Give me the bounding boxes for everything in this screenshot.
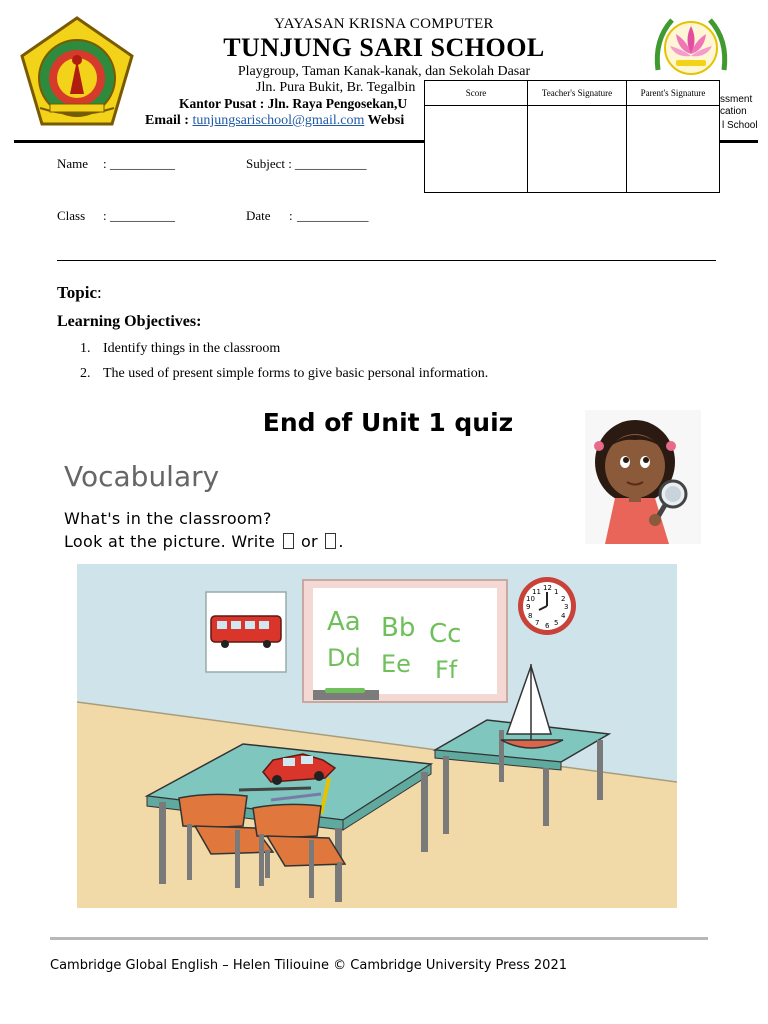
parent-signature-column-header: Parent's Signature — [627, 81, 720, 106]
board-letters-bb: Bb — [381, 613, 416, 643]
date-blank[interactable]: ___________ — [297, 208, 369, 223]
footer-divider — [50, 937, 708, 940]
instruction-text-end: . — [338, 532, 344, 551]
instruction-text-or: or — [300, 532, 318, 551]
svg-text:1: 1 — [554, 588, 559, 596]
class-separator: : — [103, 208, 107, 223]
svg-text:4: 4 — [561, 612, 566, 620]
svg-text:8: 8 — [528, 612, 533, 620]
tick-box-icon — [283, 533, 294, 549]
svg-text:5: 5 — [554, 619, 559, 627]
cross-box-icon — [325, 533, 336, 549]
parent-signature-cell[interactable] — [627, 106, 720, 193]
whiteboard — [303, 580, 507, 702]
name-blank[interactable]: __________ — [110, 156, 175, 171]
score-cell[interactable] — [425, 106, 528, 193]
subject-label: Subject : — [246, 156, 292, 171]
email-link[interactable]: tunjungsarischool@gmail.com — [192, 113, 365, 128]
score-table — [424, 80, 720, 193]
instruction-text-a: Look at the picture. Write — [64, 532, 276, 551]
objective-number: 1. — [80, 341, 91, 356]
svg-text:10: 10 — [526, 595, 535, 603]
right-peek-text-3: l School — [722, 120, 758, 131]
website-label: Websi — [367, 113, 405, 128]
objective-text: The used of present simple forms to give basic personal information. — [103, 366, 489, 381]
section-title-vocabulary: Vocabulary — [64, 460, 220, 493]
svg-text:3: 3 — [564, 603, 569, 611]
marker-icon — [325, 688, 365, 693]
footer-copyright: Cambridge Global English – Helen Tiliouine © Cambridge University Press 2021 — [50, 958, 567, 973]
svg-text:7: 7 — [535, 619, 540, 627]
email-row — [145, 113, 404, 129]
svg-text:11: 11 — [532, 588, 541, 596]
classroom-picture — [77, 564, 677, 908]
name-label: Name — [57, 156, 89, 171]
topic-heading — [57, 283, 102, 303]
instruction-line-1: What's in the classroom? — [64, 509, 272, 528]
objective-number: 2. — [80, 366, 91, 381]
score-column-header: Score — [425, 81, 528, 106]
right-peek-text-2: cation — [720, 106, 747, 117]
board-letters-dd: Dd — [327, 644, 361, 672]
right-peek-text-1: ssment — [720, 94, 753, 105]
class-label: Class — [57, 208, 86, 223]
email-label: Email : — [145, 113, 189, 128]
organization-name: YAYASAN KRISNA COMPUTER — [274, 16, 494, 32]
board-letters-ff: Ff — [435, 656, 458, 684]
date-label: Date — [246, 208, 271, 223]
address-line-1: Playgroup, Taman Kanak-kanak, dan Sekolah Dasar — [237, 64, 531, 79]
instruction-line-2 — [64, 532, 344, 551]
clock-icon — [518, 577, 576, 635]
girl-with-magnifier-illustration — [585, 410, 701, 544]
objective-text: Identify things in the classroom — [103, 341, 281, 356]
teacher-signature-column-header: Teacher's Signature — [528, 81, 627, 106]
address-line-2: Jln. Pura Bukit, Br. Tegalbin — [256, 80, 416, 95]
subject-blank[interactable]: ___________ — [295, 156, 367, 171]
objectives-heading: Learning Objectives: — [57, 313, 202, 330]
objective-item — [80, 341, 280, 357]
svg-text:6: 6 — [545, 622, 550, 630]
school-name: TUNJUNG SARI SCHOOL — [223, 33, 545, 62]
board-letters-aa: Aa — [327, 607, 361, 637]
svg-text:2: 2 — [561, 595, 566, 603]
board-letters-cc: Cc — [429, 619, 462, 649]
topic-label: Topic — [57, 283, 98, 302]
bus-poster — [206, 592, 286, 672]
quiz-title: End of Unit 1 quiz — [262, 408, 514, 437]
board-letters-ee: Ee — [381, 650, 411, 678]
svg-text:9: 9 — [526, 603, 531, 611]
topic-colon: : — [97, 283, 102, 302]
teacher-signature-cell[interactable] — [528, 106, 627, 193]
form-divider — [57, 260, 716, 261]
date-separator: : — [289, 208, 293, 223]
objective-item — [80, 366, 488, 382]
office-address: Kantor Pusat : Jln. Raya Pengosekan,U — [179, 96, 408, 111]
svg-text:12: 12 — [543, 584, 552, 592]
name-separator: : — [103, 156, 107, 171]
class-blank[interactable]: __________ — [110, 208, 175, 223]
